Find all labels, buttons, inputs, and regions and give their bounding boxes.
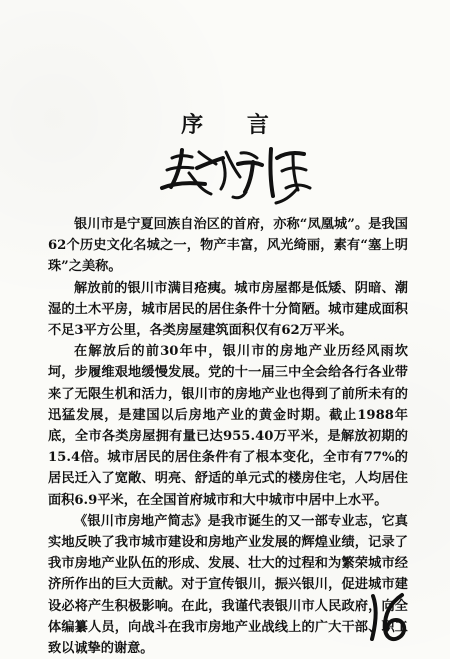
paragraph: 解放前的银川市满目疮痍。城市房屋都是低矮、阴暗、潮湿的土木平房，城市居民的居住条件十分简陋。城市建成面积不足3平方公里，各类房屋建筑面积仅有62万平米。 — [48, 280, 408, 339]
handwritten-signature — [154, 140, 314, 206]
handwritten-page-number — [360, 587, 416, 645]
paragraph: 在解放后的前30年中，银川市的房地产业历经风雨坎坷，步履维艰地缓慢发展。党的十一届三中全会给各行各业带来了无限生机和活力，银川市的房地产业也得到了前所未有的迅猛发展，是建国以后房地产业的黄金时期。截止1988年底，全市各类房屋拥有量已达955.40万平米，是解放初期的15.4倍。城市居民的居住条件有了根本变化，全市有77%的居民迁入了宽敞、明亮、舒适的单元式的楼房住宅，人均居住面积6.9平米，在全国首府城市和大中城市中居中上水平。 — [48, 344, 408, 508]
paragraph: 《银川市房地产简志》是我市诞生的又一部专业志，它真实地反映了我市城市建设和房地产业发展的辉煌业绩，记录了我市房地产业队伍的形成、发展、壮大的过程和为繁荣城市经济所作出的巨大贡献。对于宣传银川，振兴银川，促进城市建设必将产生积极影响。在此，我谨代表银川市人民政府，向全体编纂人员，向战斗在我市房地产业战线上的广大干部、职工致以诚挚的谢意。 — [48, 513, 408, 657]
page-title: 序 言 — [181, 112, 287, 138]
preface-body — [48, 214, 408, 659]
paragraph: 银川市是宁夏回族自治区的首府，亦称“凤凰城”。是我国62个历史文化名城之一，物产丰富，风光绮丽，素有“塞上明珠”之美称。 — [48, 217, 408, 275]
